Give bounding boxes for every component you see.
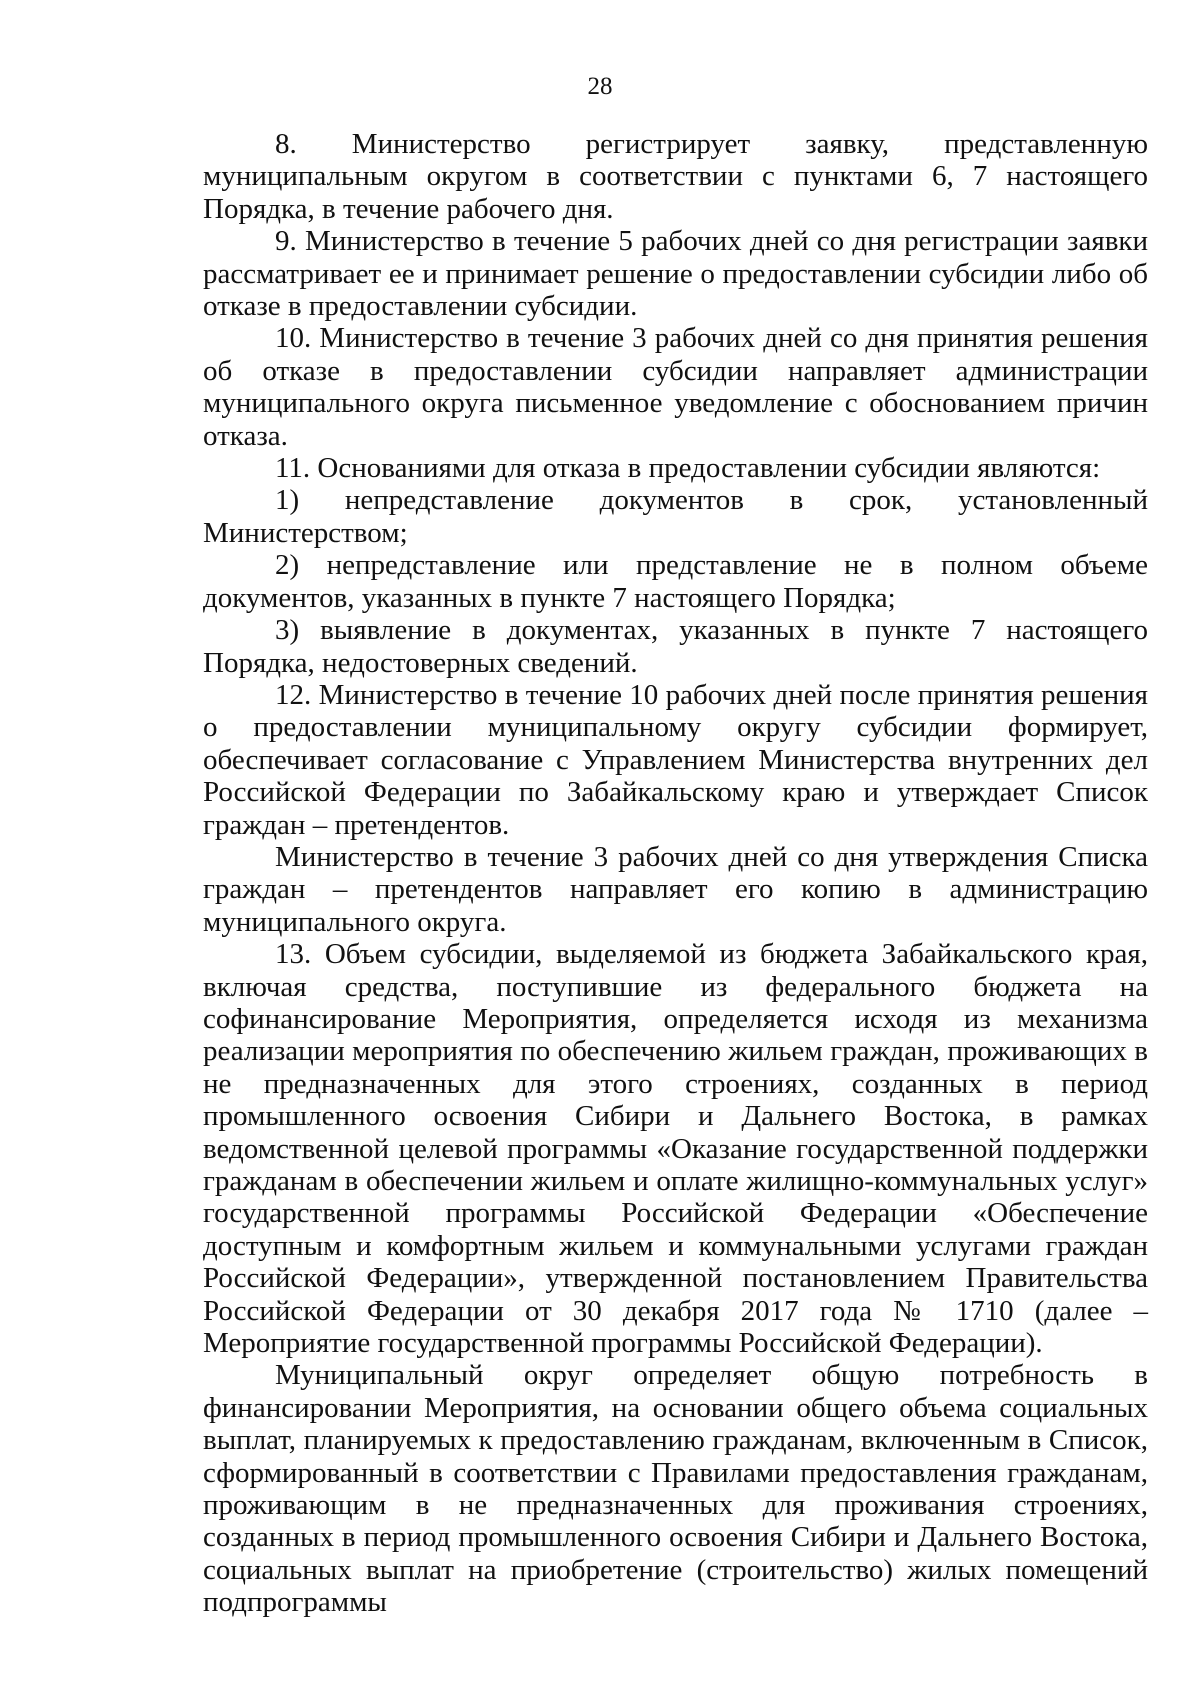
- paragraph-12: 12. Министерство в течение 10 рабочих дней после принятия решения о предоставлении муниципальному округу субсидии формирует, обеспечивает согласование с Управлением Министерства внутренних дел Российской Федерации по Забайкальскому краю и утверждает Список граждан – претендентов.: [203, 678, 1148, 841]
- paragraph-11-item-3: 3) выявление в документах, указанных в пункте 7 настоящего Порядка, недостоверных сведений.: [203, 614, 1148, 679]
- page-number: 28: [587, 73, 613, 100]
- paragraph-11-item-1: 1) непредставление документов в срок, установленный Министерством;: [203, 484, 1148, 549]
- paragraph-13: 13. Объем субсидии, выделяемой из бюджета Забайкальского края, включая средства, поступившие из федерального бюджета на софинансирование Мероприятия, определяется исходя из механизма реализации мероприятия по обеспечению жильем граждан, проживающих в не предназначенных для этого строениях, созданных в период промышленного освоения Сибири и Дальнего Востока, в рамках ведомственной целевой программы «Оказание государственной поддержки гражданам в обеспечении жильем и оплате жилищно-коммунальных услуг» государственной программы Российской Федерации «Обеспечение доступным и комфортным жильем и коммунальными услугами граждан Российской Федерации», утвержденной постановлением Правительства Российской Федерации от 30 декабря 2017 года № 1710 (далее – Мероприятие государственной программы Российской Федерации).: [203, 938, 1148, 1360]
- paragraph-12-continuation: Министерство в течение 3 рабочих дней со дня утверждения Списка граждан – претендентов направляет его копию в администрацию муниципального округа.: [203, 840, 1148, 938]
- paragraph-11-item-2: 2) непредставление или представление не в полном объеме документов, указанных в пункте 7 настоящего Порядка;: [203, 549, 1148, 614]
- paragraph-8: 8. Министерство регистрирует заявку, представленную муниципальным округом в соответствии с пунктами 6, 7 настоящего Порядка, в течение рабочего дня.: [203, 128, 1148, 225]
- paragraph-13-continuation: Муниципальный округ определяет общую потребность в финансировании Мероприятия, на основании общего объема социальных выплат, планируемых к предоставлению гражданам, включенным в Список, сформированный в соответствии с Правилами предоставления гражданам, проживающим в не предназначенных для проживания строениях, созданных в период промышленного освоения Сибири и Дальнего Востока, социальных выплат на приобретение (строительство) жилых помещений подпрограммы: [203, 1359, 1148, 1619]
- document-body: [203, 128, 1148, 1619]
- paragraph-11: 11. Основаниями для отказа в предоставлении субсидии являются:: [275, 452, 1101, 485]
- paragraph-9: 9. Министерство в течение 5 рабочих дней со дня регистрации заявки рассматривает ее и принимает решение о предоставлении субсидии либо об отказе в предоставлении субсидии.: [203, 225, 1148, 323]
- paragraph-10: 10. Министерство в течение 3 рабочих дней со дня принятия решения об отказе в предоставлении субсидии направляет администрации муниципального округа письменное уведомление с обоснованием причин отказа.: [203, 322, 1148, 452]
